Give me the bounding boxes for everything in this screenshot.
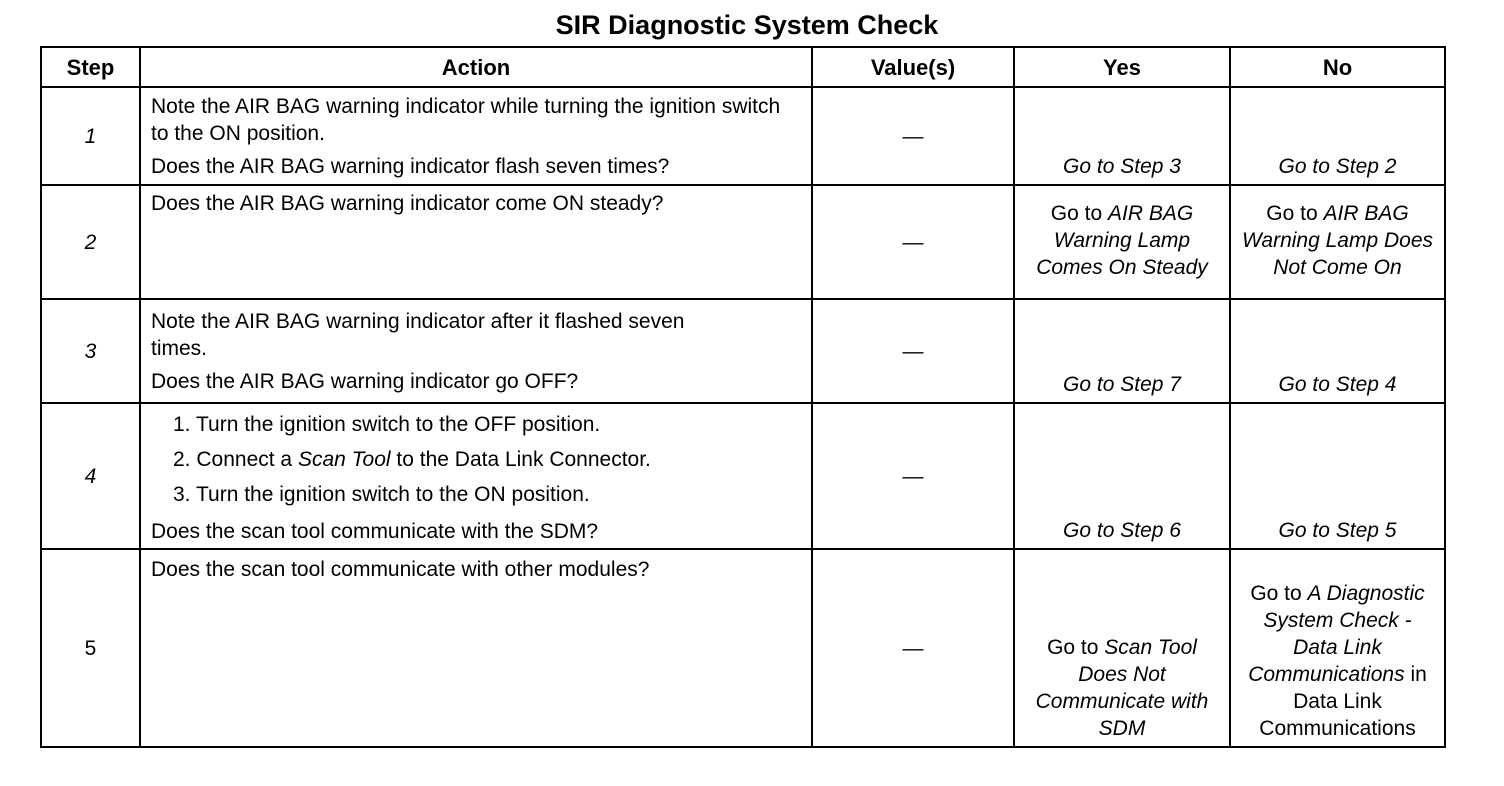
step-number: 5 <box>41 549 140 747</box>
table-row <box>41 87 1445 185</box>
list-item-number: 3. <box>173 483 191 506</box>
action-question: Does the scan tool communicate with the SDM? <box>151 520 599 543</box>
no-reference: A Diagnostic System Check - Data Link Communications <box>1248 582 1425 686</box>
value-cell: — <box>812 403 1014 549</box>
action-cell <box>140 185 812 299</box>
no-cell: Go to Step 2 <box>1230 87 1445 185</box>
no-cell <box>1230 549 1445 747</box>
list-item <box>173 442 801 477</box>
table-row <box>41 549 1445 747</box>
step-number: 4 <box>41 403 140 549</box>
value-cell: — <box>812 87 1014 185</box>
list-item-text: Connect a <box>196 448 298 471</box>
action-text: Note the AIR BAG warning indicator after it flashed seven times. <box>151 309 685 360</box>
action-question: Does the AIR BAG warning indicator flash seven times? <box>151 154 670 178</box>
action-question: Does the AIR BAG warning indicator come ON steady? <box>151 192 664 215</box>
step-number: 1 <box>41 87 140 185</box>
header-action: Action <box>140 47 812 87</box>
table-row <box>41 299 1445 403</box>
action-question: Does the scan tool communicate with other modules? <box>151 558 650 581</box>
yes-cell: Go to Step 7 <box>1014 299 1230 403</box>
value-cell: — <box>812 299 1014 403</box>
list-item <box>173 477 801 512</box>
action-cell <box>140 403 812 549</box>
value-cell: — <box>812 549 1014 747</box>
header-yes: Yes <box>1014 47 1230 87</box>
header-step: Step <box>41 47 140 87</box>
yes-reference: AIR BAG Warning Lamp Comes On Steady <box>1036 201 1208 279</box>
action-cell <box>140 299 812 403</box>
diagnostic-table <box>40 46 1446 748</box>
no-reference: AIR BAG Warning Lamp Does Not Come On <box>1241 201 1434 279</box>
list-item-text: Turn the ignition switch to the ON position. <box>195 483 590 506</box>
list-item-text: Turn the ignition switch to the OFF position. <box>195 413 601 436</box>
yes-cell <box>1014 549 1230 747</box>
page-title: SIR Diagnostic System Check <box>555 10 939 40</box>
step-number: 2 <box>41 185 140 299</box>
list-item-number: 1. <box>173 413 191 436</box>
list-item-emphasis: Scan Tool <box>297 448 391 471</box>
list-item-number: 2. <box>173 448 191 471</box>
yes-cell <box>1014 185 1230 299</box>
step-number: 3 <box>41 299 140 403</box>
header-no: No <box>1230 47 1445 87</box>
no-cell: Go to Step 4 <box>1230 299 1445 403</box>
table-header-row <box>41 47 1445 87</box>
table-row <box>41 403 1445 549</box>
yes-cell: Go to Step 6 <box>1014 403 1230 549</box>
table-row <box>41 185 1445 299</box>
yes-prefix: Go to <box>1050 201 1103 225</box>
yes-cell: Go to Step 3 <box>1014 87 1230 185</box>
list-item <box>173 407 801 442</box>
header-values: Value(s) <box>812 47 1014 87</box>
yes-prefix: Go to <box>1047 636 1099 659</box>
no-cell: Go to Step 5 <box>1230 403 1445 549</box>
no-suffix: in Data Link Communications <box>1259 663 1427 740</box>
action-text: Note the AIR BAG warning indicator while turning the ignition switch to the ON position. <box>151 94 781 145</box>
action-cell <box>140 87 812 185</box>
no-prefix: Go to <box>1250 582 1302 605</box>
no-prefix: Go to <box>1266 201 1318 225</box>
action-cell <box>140 549 812 747</box>
action-step-list <box>151 407 801 512</box>
list-item-text-end: to the Data Link Connector. <box>390 448 651 471</box>
no-cell <box>1230 185 1445 299</box>
action-question: Does the AIR BAG warning indicator go OFF? <box>151 369 579 393</box>
yes-reference: Scan Tool Does Not Communicate with SDM <box>1035 636 1209 740</box>
value-cell: — <box>812 185 1014 299</box>
